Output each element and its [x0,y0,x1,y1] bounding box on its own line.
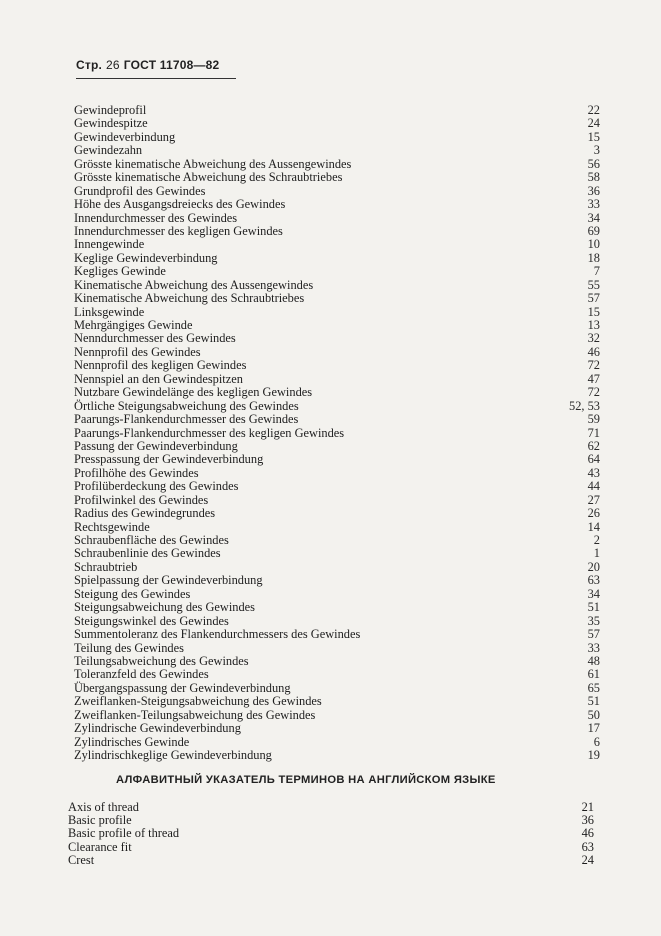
index-term: Grösste kinematische Abweichung des Aussengewindes [74,156,352,171]
index-entry [74,279,600,292]
index-term: Basic profile of thread [68,826,180,841]
index-entry [74,588,600,601]
index-term: Innendurchmesser des Gewindes [74,210,238,225]
index-page-ref: 34 [587,210,600,225]
index-term: Schraubenlinie des Gewindes [74,546,221,561]
index-term: Clearance fit [68,839,132,854]
index-page-ref: 56 [587,156,600,171]
index-page-ref: 64 [587,452,600,467]
index-term: Nutzbare Gewindelänge des kegligen Gewindes [74,385,313,400]
index-term: Kegliges Gewinde [74,264,166,279]
index-page-ref: 46 [587,344,600,359]
index-term: Gewindespitze [74,116,148,131]
index-entry [74,668,600,681]
index-term: Profilüberdeckung des Gewindes [74,479,239,494]
index-entry [74,131,600,144]
index-entry [68,841,594,854]
index-term: Örtliche Steigungsabweichung des Gewindes [74,398,299,413]
index-page-ref: 32 [587,331,600,346]
index-entry [74,171,600,184]
index-entry [74,695,600,708]
index-entry [74,547,600,560]
index-entry [74,386,600,399]
index-term: Zweiflanken-Teilungsabweichung des Gewindes [74,707,316,722]
index-entry [68,854,594,867]
index-page-ref: 15 [587,129,600,144]
index-entry [74,534,600,547]
index-page-ref: 6 [593,734,600,749]
index-page-ref: 61 [587,667,600,682]
index-term: Zylindrischkeglige Gewindeverbindung [74,748,272,762]
index-page-ref: 52, 53 [569,398,600,413]
index-page-ref: 2 [593,533,600,547]
index-term: Nenndurchmesser des Gewindes [74,331,236,346]
index-page-ref: 72 [587,385,600,400]
index-term: Nennprofil des Gewindes [74,344,201,359]
standard-code: ГОСТ 11708—82 [123,58,220,72]
index-page-ref: 65 [587,680,600,695]
index-entry [74,225,600,238]
index-page-ref: 36 [587,183,600,198]
index-term: Axis of thread [68,800,139,814]
index-page-ref: 15 [587,304,600,319]
index-entry [74,373,600,386]
index-page-ref: 34 [587,586,600,601]
index-term: Steigungsabweichung des Gewindes [74,600,256,615]
index-page-ref: 24 [587,116,600,131]
index-entry [74,561,600,574]
index-entry [74,198,600,211]
index-entry [74,453,600,466]
index-page-ref: 27 [587,492,600,507]
header-rule [76,78,236,79]
index-entry [74,655,600,668]
index-page-ref: 14 [587,519,600,534]
index-page-ref: 22 [587,103,600,117]
index-term: Paarungs-Flankendurchmesser des kegligen Gewindes [74,425,345,440]
index-term: Zylindrische Gewindeverbindung [74,721,241,736]
index-term: Profilwinkel des Gewindes [74,492,209,507]
index-entry [74,158,600,171]
index-entry [74,117,600,130]
index-page-ref: 43 [587,465,600,480]
index-term: Linksgewinde [74,304,145,319]
index-entry [74,628,600,641]
index-entry [74,709,600,722]
page-header [76,58,219,72]
index-page-ref: 47 [587,371,600,386]
index-page-ref: 26 [587,506,600,521]
index-entry [74,332,600,345]
index-page-ref: 36 [581,813,594,828]
index-term: Steigung des Gewindes [74,586,191,601]
index-entry [74,440,600,453]
index-page-ref: 69 [587,223,600,238]
index-term: Mehrgängiges Gewinde [74,318,193,332]
index-term: Höhe des Ausgangsdreiecks des Gewindes [74,197,286,212]
index-term: Crest [68,852,95,867]
index-entry [74,306,600,319]
index-entry [74,359,600,372]
index-entry [74,185,600,198]
index-entry [74,642,600,655]
index-term: Keglige Gewindeverbindung [74,250,218,265]
index-term: Spielpassung der Gewindeverbindung [74,573,263,588]
index-page-ref: 17 [587,721,600,736]
index-term: Paarungs-Flankendurchmesser des Gewindes [74,412,299,427]
index-term: Gewindeprofil [74,103,147,117]
index-entry [74,507,600,520]
index-entry [74,292,600,305]
index-entry [74,427,600,440]
index-page-ref: 20 [587,559,600,574]
index-page-ref: 72 [587,358,600,373]
index-page-ref: 18 [587,250,600,265]
index-entry [74,104,600,117]
index-term: Zylindrisches Gewinde [74,734,190,749]
index-page-ref: 57 [587,627,600,642]
index-term: Übergangspassung der Gewindeverbindung [74,680,291,695]
index-page-ref: 55 [587,277,600,292]
index-term: Rechtsgewinde [74,519,150,534]
index-term: Profilhöhe des Gewindes [74,465,199,480]
index-entry [74,682,600,695]
index-page-ref: 58 [587,170,600,185]
index-term: Presspassung der Gewindeverbindung [74,452,264,467]
index-page-ref: 21 [581,800,594,814]
index-page-ref: 3 [593,143,600,158]
index-term: Teilung des Gewindes [74,640,184,655]
index-entry [68,801,594,814]
index-term: Passung der Gewindeverbindung [74,438,238,453]
index-page-ref: 1 [593,546,600,561]
index-term: Schraubtrieb [74,559,138,574]
index-term: Grösste kinematische Abweichung des Schraubtriebes [74,170,343,185]
index-page-ref: 33 [587,197,600,212]
index-page-ref: 50 [587,707,600,722]
english-term-index [68,801,594,867]
index-term: Zweiflanken-Steigungsabweichung des Gewindes [74,694,322,709]
index-page-ref: 62 [587,438,600,453]
index-term: Nennspiel an den Gewindespitzen [74,371,243,386]
index-term: Toleranzfeld des Gewindes [74,667,209,682]
index-entry [74,480,600,493]
index-entry [74,494,600,507]
english-index-heading: АЛФАВИТНЫЙ УКАЗАТЕЛЬ ТЕРМИНОВ НА АНГЛИЙСКОМ ЯЗЫКЕ [116,774,496,786]
index-term: Schraubenfläche des Gewindes [74,533,229,547]
index-entry [74,722,600,735]
index-term: Gewindeverbindung [74,129,176,144]
index-entry [74,346,600,359]
index-entry [74,736,600,749]
index-page-ref: 51 [587,600,600,615]
index-entry [74,238,600,251]
index-entry [74,413,600,426]
index-page-ref: 44 [587,479,600,494]
index-page-ref: 63 [581,839,594,854]
index-entry [74,212,600,225]
index-entry [74,467,600,480]
index-term: Gewindezahn [74,143,143,158]
index-entry [74,615,600,628]
index-term: Basic profile [68,813,132,828]
index-page-ref: 19 [587,748,600,762]
index-entry [74,749,600,762]
index-term: Innengewinde [74,237,145,252]
index-page-ref: 46 [581,826,594,841]
index-entry [74,144,600,157]
index-page-ref: 35 [587,613,600,628]
index-entry [74,265,600,278]
index-page-ref: 33 [587,640,600,655]
index-entry [74,400,600,413]
index-term: Kinematische Abweichung des Aussengewindes [74,277,314,292]
index-page-ref: 57 [587,291,600,306]
german-term-index [74,104,600,762]
index-term: Grundprofil des Gewindes [74,183,206,198]
index-entry [74,521,600,534]
index-term: Steigungswinkel des Gewindes [74,613,229,628]
index-page-ref: 51 [587,694,600,709]
index-page-ref: 63 [587,573,600,588]
index-entry [74,252,600,265]
index-page-ref: 13 [587,318,600,332]
index-entry [74,574,600,587]
index-term: Innendurchmesser des kegligen Gewindes [74,223,283,238]
index-term: Teilungsabweichung des Gewindes [74,653,249,668]
page-number: 26 [106,58,120,72]
index-term: Nennprofil des kegligen Gewindes [74,358,247,373]
index-page-ref: 59 [587,412,600,427]
index-term: Radius des Gewindegrundes [74,506,216,521]
index-page-ref: 48 [587,653,600,668]
index-entry [68,827,594,840]
index-entry [74,601,600,614]
index-page-ref: 7 [593,264,600,279]
index-term: Summentoleranz des Flankendurchmessers des Gewindes [74,627,361,642]
index-term: Kinematische Abweichung des Schraubtriebes [74,291,305,306]
index-page-ref: 71 [587,425,600,440]
index-entry [74,319,600,332]
index-page-ref: 10 [587,237,600,252]
index-page-ref: 24 [581,852,594,867]
page-label: Стр. [76,58,103,72]
